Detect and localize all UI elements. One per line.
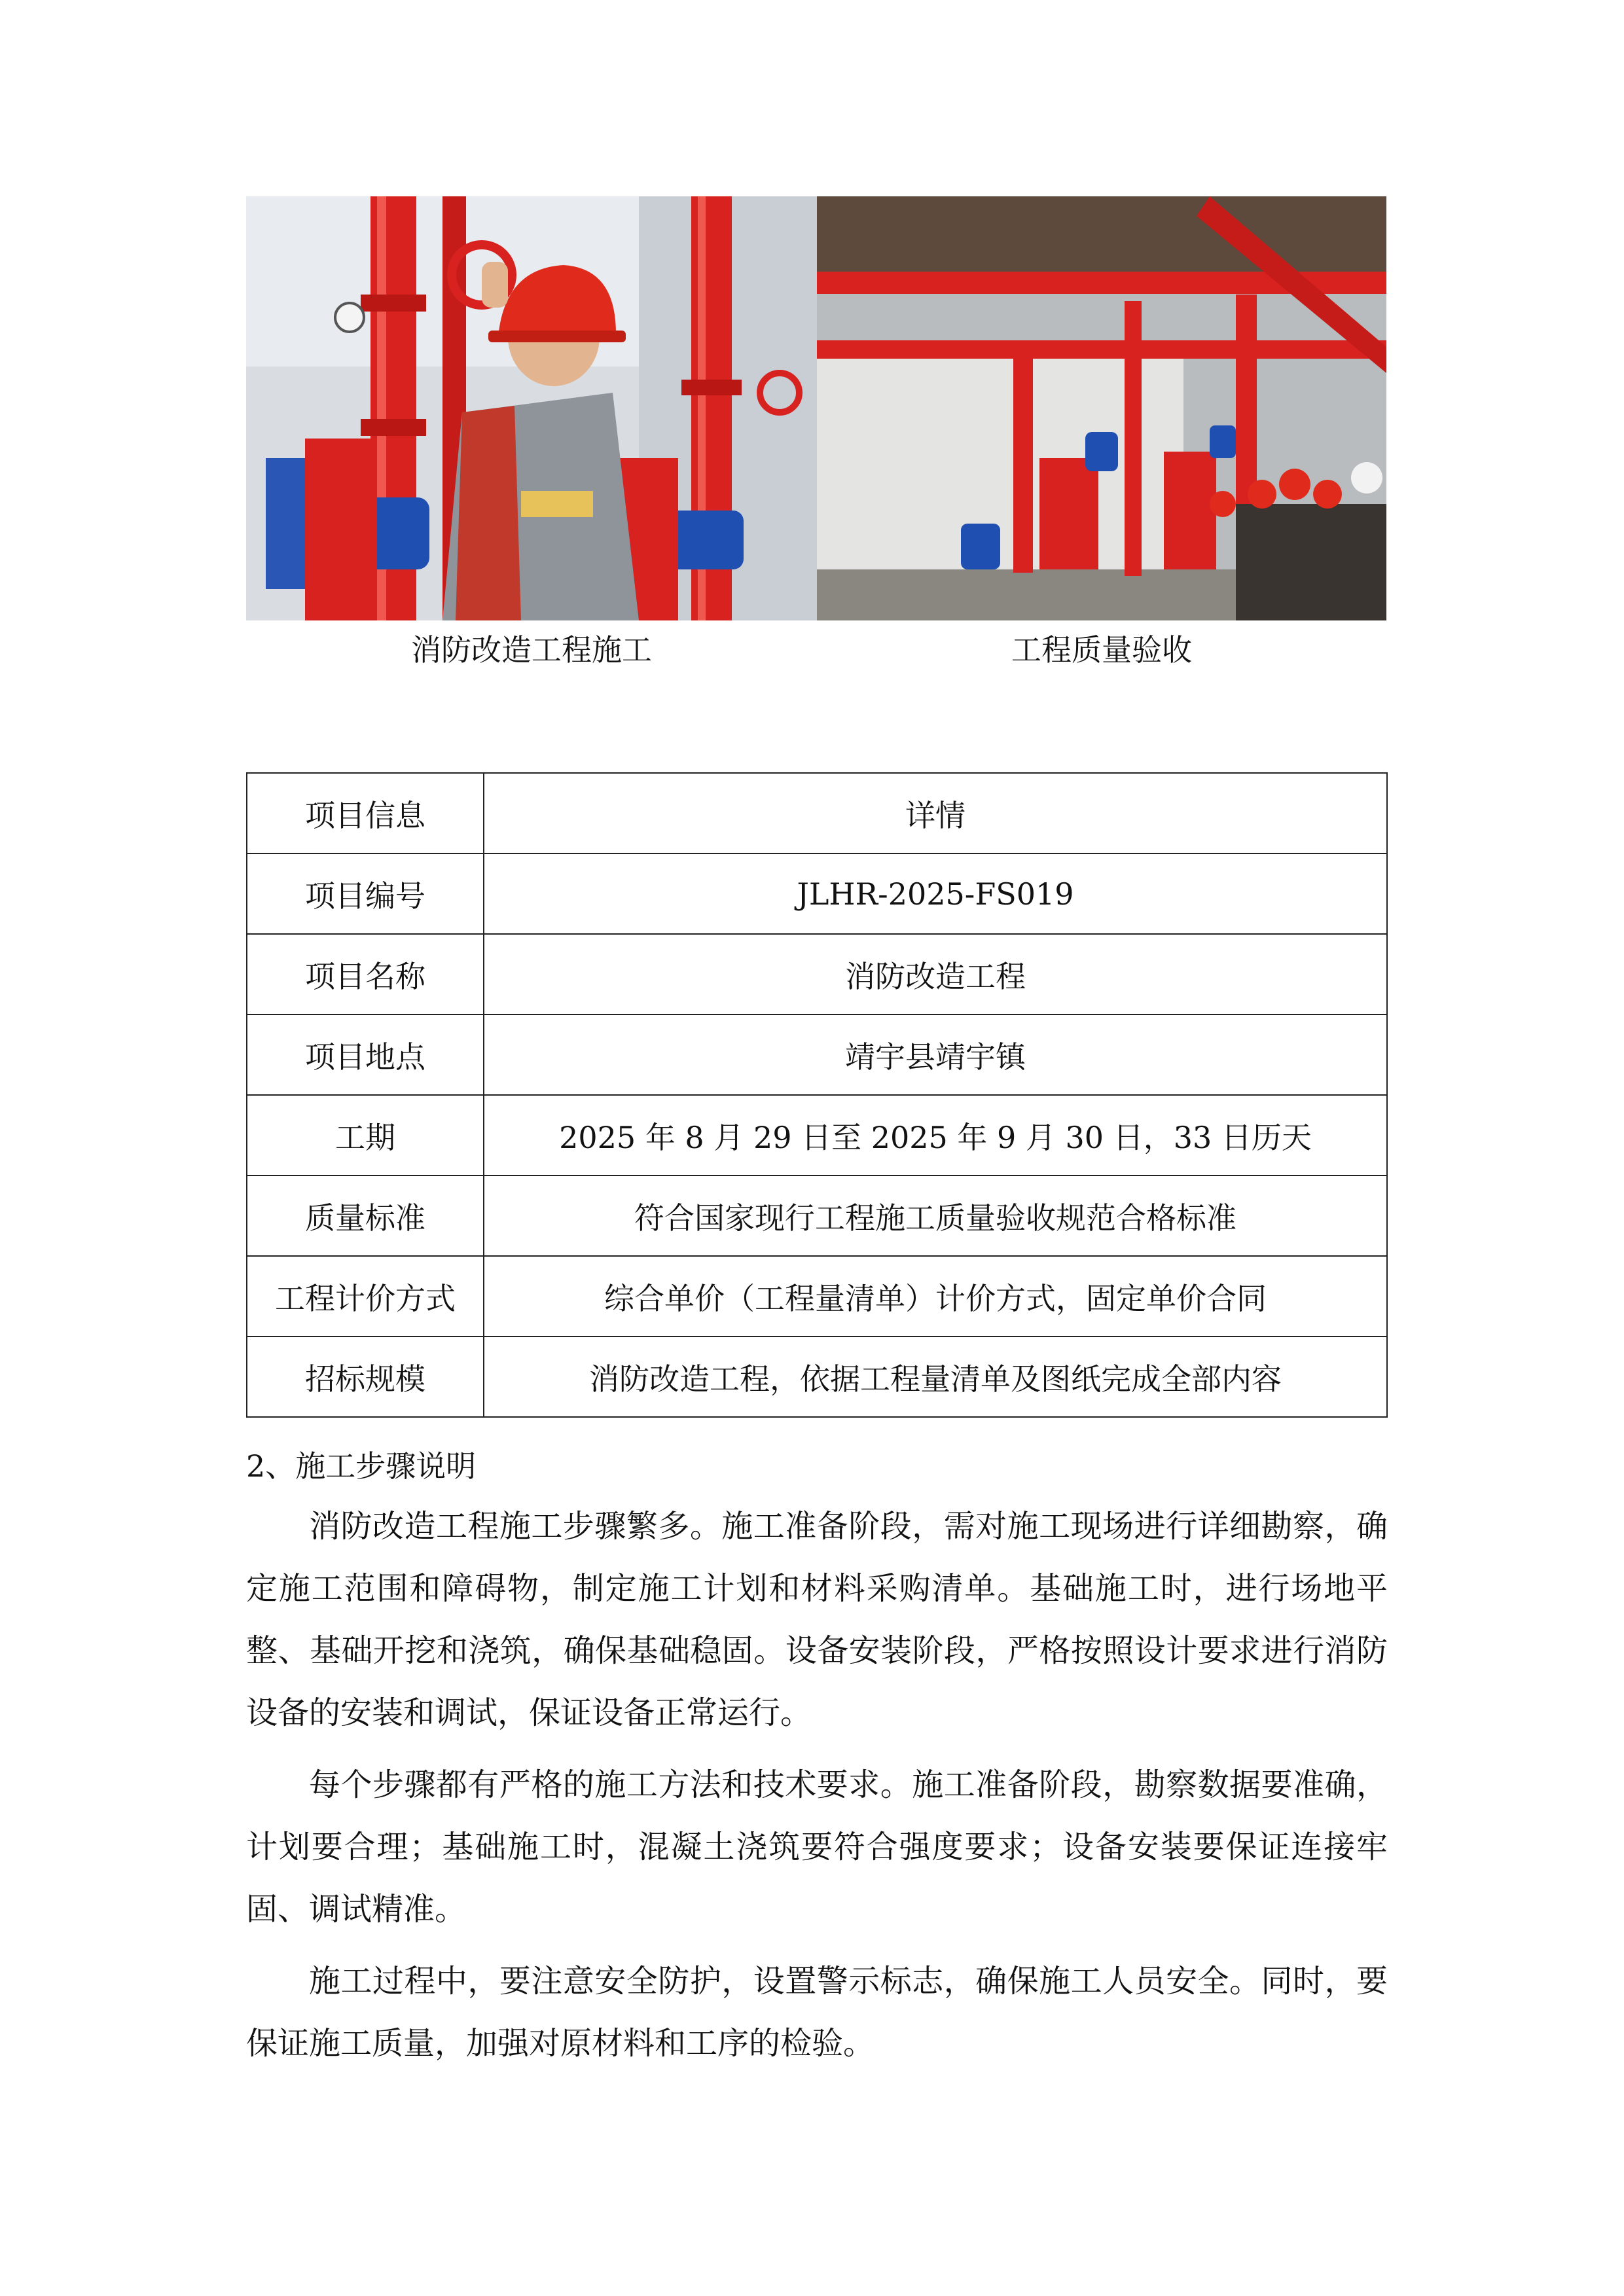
row-key: 项目地点: [247, 1014, 484, 1095]
row-key: 工期: [247, 1095, 484, 1175]
row-key: 项目编号: [247, 853, 484, 934]
row-key: 质量标准: [247, 1175, 484, 1256]
row-key: 项目名称: [247, 934, 484, 1014]
table-row: [247, 853, 1387, 934]
body-paragraph: 消防改造工程施工步骤繁多。施工准备阶段，需对施工现场进行详细勘察，确定施工范围和障碍物，制定施工计划和材料采购清单。基础施工时，进行场地平整、基础开挖和浇筑，确保基础稳固。设备安装阶段，严格按照设计要求进行消防设备的安装和调试，保证设备正常运行。: [246, 1508, 1388, 1731]
photo-inspection: [817, 196, 1386, 620]
row-value: 符合国家现行工程施工质量验收规范合格标准: [484, 1175, 1387, 1256]
photo-construction: [246, 196, 817, 620]
table-row: [247, 1014, 1387, 1095]
body-paragraph: 施工过程中，要注意安全防护，设置警示标志，确保施工人员安全。同时，要保证施工质量，加强对原材料和工序的检验。: [246, 1963, 1388, 2062]
table-header-key: 项目信息: [247, 773, 484, 853]
table-row: [247, 1336, 1387, 1417]
inspection-scene-image: [817, 196, 1386, 620]
row-value: JLHR-2025-FS019: [484, 853, 1387, 934]
body-paragraph: 每个步骤都有严格的施工方法和技术要求。施工准备阶段，勘察数据要准确，计划要合理；基础施工时，混凝土浇筑要符合强度要求；设备安装要保证连接牢固、调试精准。: [246, 1767, 1388, 1928]
section-heading: 2、施工步骤说明: [246, 1448, 477, 1484]
row-key: 工程计价方式: [247, 1256, 484, 1336]
row-key: 招标规模: [247, 1336, 484, 1417]
row-value: 2025 年 8 月 29 日至 2025 年 9 月 30 日，33 日历天: [484, 1095, 1387, 1175]
table-header-row: [247, 773, 1387, 853]
table-row: [247, 1175, 1387, 1256]
table-header-value: 详情: [484, 773, 1387, 853]
row-value: 消防改造工程: [484, 934, 1387, 1014]
construction-scene-image: [246, 196, 817, 620]
table-row: [247, 934, 1387, 1014]
row-value: 靖宇县靖宇镇: [484, 1014, 1387, 1095]
table-row: [247, 1256, 1387, 1336]
photo-caption-inspection: 工程质量验收: [1011, 632, 1192, 668]
table-row: [247, 1095, 1387, 1175]
row-value: 消防改造工程，依据工程量清单及图纸完成全部内容: [484, 1336, 1387, 1417]
project-info-table: [246, 772, 1388, 1418]
photo-caption-construction: 消防改造工程施工: [411, 632, 652, 668]
row-value: 综合单价（工程量清单）计价方式，固定单价合同: [484, 1256, 1387, 1336]
